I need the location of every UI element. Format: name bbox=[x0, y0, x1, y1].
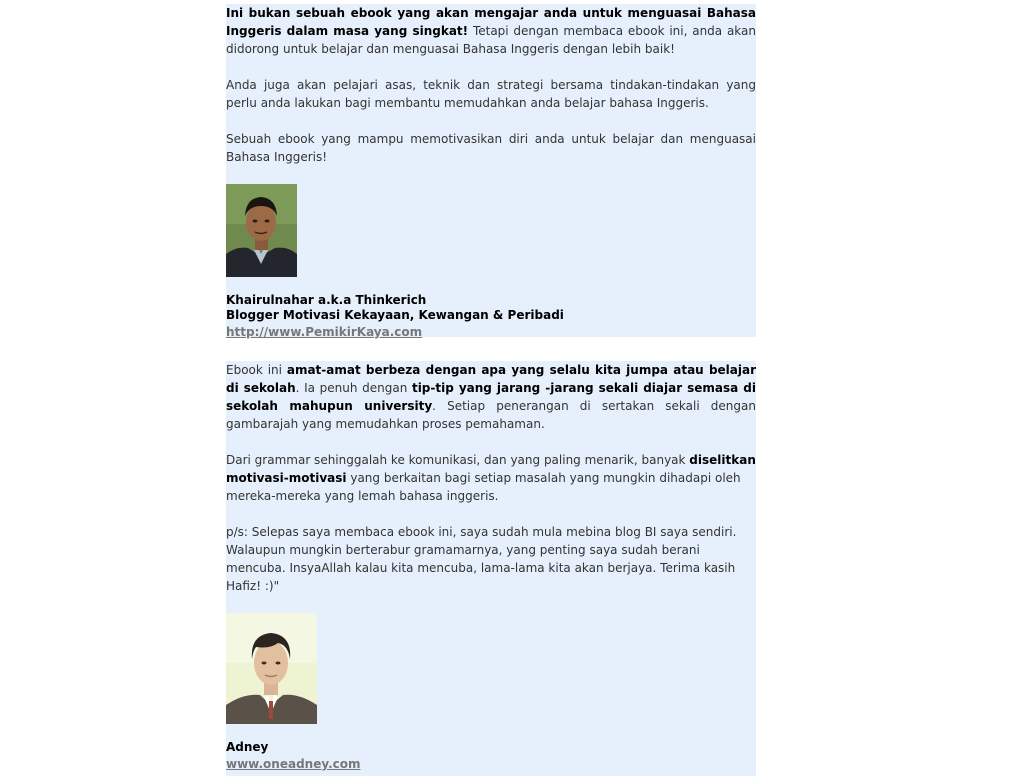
testimonial-paragraph bbox=[226, 76, 756, 112]
author-title: Blogger Motivasi Kekayaan, Kewangan & Peribadi bbox=[226, 308, 564, 322]
author-website-link[interactable]: http://www.PemikirKaya.com bbox=[226, 325, 423, 339]
body-text: . Setiap penerangan di sertakan sekali dengan gambarajah yang memudahkan proses pemahaman. bbox=[226, 399, 756, 431]
body-text: Dari grammar sehinggalah ke komunikasi, dan yang paling menarik, banyak bbox=[226, 453, 690, 467]
testimonial-paragraph bbox=[226, 4, 756, 58]
author-photo-khairulnahar bbox=[226, 184, 297, 277]
testimonial-adney bbox=[226, 361, 756, 776]
author-website-link[interactable]: www.oneadney.com bbox=[226, 757, 361, 771]
testimonial-paragraph bbox=[226, 451, 756, 505]
bold-text: tip-tip yang jarang -jarang sekali diajar semasa di sekolah mahupun university bbox=[226, 381, 756, 413]
testimonial-paragraph bbox=[226, 130, 756, 166]
testimonial-khairulnahar bbox=[226, 4, 756, 337]
body-text: Ebook ini bbox=[226, 363, 287, 377]
bold-text: amat-amat berbeza dengan apa yang selalu kita jumpa atau belajar di sekolah bbox=[226, 363, 757, 395]
body-text: Sebuah ebook yang mampu memotivasikan diri anda untuk belajar dan menguasai Bahasa Inggeris! bbox=[226, 132, 756, 164]
body-text: yang berkaitan bagi setiap masalah yang mungkin dihadapi oleh mereka-mereka yang lemah bahasa inggeris. bbox=[226, 471, 741, 503]
testimonial-paragraph bbox=[226, 361, 756, 433]
body-text: Tetapi dengan membaca ebook ini, anda akan didorong untuk belajar dan menguasai Bahasa Inggeris dengan lebih baik! bbox=[226, 24, 757, 56]
bold-text: Ini bukan sebuah ebook yang akan mengajar anda untuk menguasai Bahasa Inggeris dalam masa yang singkat! bbox=[226, 6, 756, 38]
bold-text: diselitkan motivasi-motivasi bbox=[226, 453, 756, 485]
body-text: p/s: Selepas saya membaca ebook ini, saya sudah mula mebina blog BI saya sendiri. Walaupun mungkin berterabur gramamarnya, yang penting saya sudah berani mencuba. InsyaAllah kalau kita mencuba, lama-lama kita akan berjaya. Terima kasih Hafiz! :)" bbox=[226, 525, 737, 593]
author-photo-adney bbox=[226, 613, 317, 724]
testimonial-paragraph bbox=[226, 523, 756, 595]
body-text: . Ia penuh dengan bbox=[295, 381, 412, 395]
author-name: Khairulnahar a.k.a Thinkerich bbox=[226, 293, 427, 307]
body-text: Anda juga akan pelajari asas, teknik dan strategi bersama tindakan-tindakan yang perlu anda lakukan bagi membantu memudahkan anda belajar bahasa Inggeris. bbox=[226, 78, 756, 110]
author-name: Adney bbox=[226, 740, 269, 754]
